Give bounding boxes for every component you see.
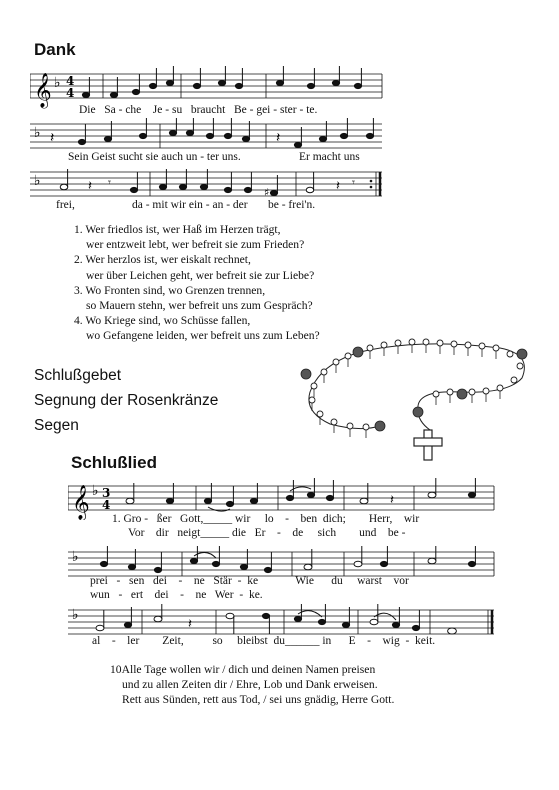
verses-list: 1. Wer friedlos ist, wer Haß im Herzen trägt, wer entzweit lebt, wer befreit sie zum Frieden? 2. Wer herzlos ist, wer eiskalt rechnet, wer über Leichen geht, wer befreit sie zur Liebe? 3. Wo Fronten sind, wo Grenzen trennen, so Mauern stehn, wer befreit uns zum Gespräch? 4. Wo Kriege sind, wo Schüsse fallen, wo Gefangene leiden, wer befreit uns zum Leben? — [74, 223, 320, 343]
svg-text:4: 4 — [66, 86, 75, 100]
svg-text:♭: ♭ — [54, 75, 61, 91]
svg-text:♭: ♭ — [34, 125, 41, 141]
lyrics-line-1a: Die Sa - che Je - su braucht Be - gei - ster - te. — [79, 104, 318, 116]
svg-text:3: 3 — [102, 486, 111, 500]
lyrics-line-3a: frei, — [56, 199, 75, 211]
verse-4: 4. Wo Kriege sind, wo Schüsse fallen, — [74, 314, 251, 328]
blessing: Segen — [34, 417, 79, 434]
lyrics-line-b1: Vor dir neigt_____ die Er - de sich und be - — [128, 527, 406, 539]
svg-text:♭: ♭ — [72, 549, 79, 565]
verse-10: 10Alle Tage wollen wir / dich und deinen Namen preisen und zu allen Zeiten dir / Ehre, Lob und Dank erweisen. Rett aus Sünden, rett aus Tod, / sei uns gnädig, Herre Gott. — [110, 663, 395, 707]
rosary-children-drawing-icon — [300, 334, 536, 466]
closing-items — [34, 363, 218, 438]
svg-text:4: 4 — [102, 498, 111, 512]
lyrics-line-2b: Er macht uns — [299, 151, 360, 163]
svg-text:𝄽: 𝄽 — [88, 179, 92, 194]
treble-clef-icon: 𝄞 — [72, 485, 90, 520]
lyrics-line-a2: prei - sen dei - ne Stär - ke Wie du warst vor — [90, 575, 409, 587]
treble-clef-icon: 𝄞 — [34, 73, 52, 108]
svg-text:𝄾: 𝄾 — [108, 176, 111, 189]
svg-text:𝄽: 𝄽 — [50, 130, 55, 146]
verse-2: 2. Wer herzlos ist, wer eiskalt rechnet, — [74, 253, 251, 267]
verse-3: 3. Wo Fronten sind, wo Grenzen trennen, — [74, 283, 266, 297]
lyrics-line-3b: da - mit wir ein - an - der — [132, 199, 248, 211]
svg-text:𝄽: 𝄽 — [188, 617, 192, 632]
svg-text:4: 4 — [66, 74, 75, 88]
verse-1: 1. Wer friedlos ist, wer Haß im Herzen trägt, — [74, 223, 281, 236]
svg-text:𝄾: 𝄾 — [352, 176, 355, 189]
svg-text:♭: ♭ — [72, 607, 79, 623]
lyrics-line-3: al - ler Zeit, so bleibst du______ in E - wig - keit. — [92, 635, 436, 647]
lyrics-line-3c: be - frei'n. — [268, 199, 316, 211]
svg-text:𝄽: 𝄽 — [390, 493, 394, 508]
lyrics-line-2a: Sein Geist sucht sie auch un - ter uns. — [68, 151, 241, 163]
lyrics-line-b2: wun - ert dei - ne Wer - ke. — [90, 589, 263, 601]
section-title-schlusslied: Schlußlied — [71, 453, 157, 472]
svg-text:♭: ♭ — [34, 173, 41, 189]
svg-text:♯: ♯ — [264, 186, 270, 199]
lyrics-line-a1: 1. Gro - ßer Gott,_____ wir lo - ben dich; Herr, wir — [112, 513, 420, 525]
rosary-blessing: Segnung der Rosenkränze — [34, 392, 219, 409]
svg-text:♭: ♭ — [92, 483, 99, 499]
svg-text:𝄽: 𝄽 — [276, 130, 281, 146]
svg-text:𝄽: 𝄽 — [336, 179, 340, 194]
closing-prayer: Schlußgebet — [34, 367, 122, 384]
section-title-dank: Dank — [34, 40, 76, 59]
